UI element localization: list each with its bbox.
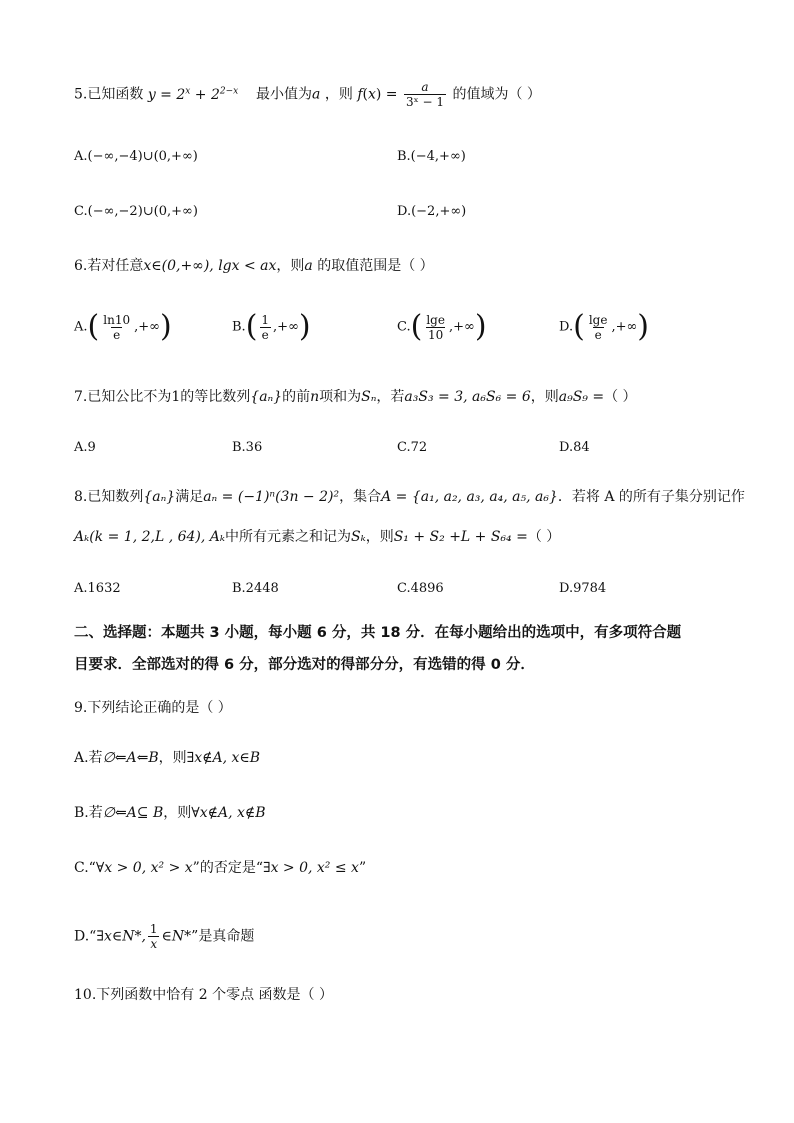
section2-line1: 二、选择题：本题共 3 小题，每小题 6 分，共 18 分．在每小题给出的选项中，有多项符合题 — [74, 625, 682, 641]
q5-mid2: ，则 — [324, 86, 353, 103]
q7-option-c[interactable]: C.72 — [397, 440, 428, 455]
q8-stem-line2: Aₖ(k = 1, 2,L , 64), Aₖ中所有元素之和记为Sₖ，则S₁ + S₂ +L + S₆₄ =（ ） — [74, 529, 561, 545]
q5-fraction — [404, 80, 446, 109]
q7-option-b[interactable]: B.36 — [232, 440, 263, 455]
q5-option-c[interactable]: C.(−∞,−2)∪(0,+∞) — [74, 204, 198, 219]
q5-suffix: 的值域为（ ） — [452, 86, 541, 103]
q8-option-a[interactable]: A.1632 — [74, 581, 121, 596]
section2-line2: 目要求．全部选对的得 6 分，部分选对的得部分分，有选错的得 0 分． — [74, 657, 535, 673]
q5-frac-num: a — [421, 80, 429, 94]
q7-option-a[interactable]: A.9 — [74, 440, 96, 455]
q9-option-c[interactable]: C.“∀x > 0, x² > x”的否定是“∃x > 0, x² ≤ x” — [74, 860, 367, 876]
q5-mid: 最小值为 — [256, 86, 313, 103]
q9-stem: 9.下列结论正确的是（ ） — [74, 700, 232, 716]
q9-option-d[interactable]: D.“∃x∈N*, $\frac{1}{x}$ ∈N*”是真命题 — [74, 922, 255, 951]
q6-option-a[interactable]: A.( $\frac{\ln 10}{e}$ ,+∞) — [74, 309, 172, 344]
q5-option-b[interactable]: B.(−4,+∞) — [397, 149, 466, 164]
q9-option-a[interactable]: A.若∅⇐A⇐B，则∃x∉A, x∈B — [74, 750, 261, 766]
q5-prefix: 5.已知函数 — [74, 86, 144, 103]
q5-option-d[interactable]: D.(−2,+∞) — [397, 204, 467, 219]
q5-frac-den: 3ˣ − 1 — [405, 95, 445, 109]
q8-option-b[interactable]: B.2448 — [232, 581, 279, 596]
q5-option-a[interactable]: A.(−∞,−4)∪(0,+∞) — [74, 149, 198, 164]
q5-stem: 5.已知函数 $y = 2^x + 2^{2-x}$ 最小值为a ，则 f(x) = $\frac{a}{\text{3ˣ − 1}}$ 的值域为（ ） — [74, 80, 541, 109]
q7-option-d[interactable]: D.84 — [559, 440, 590, 455]
q6-condition: x∈(0,+∞), lgx < ax — [143, 258, 277, 274]
q8-option-d[interactable]: D.9784 — [559, 581, 607, 596]
q7-stem: 7.已知公比不为1的等比数列{aₙ}的前n项和为Sₙ，若a₃S₃ = 3, a₆S₆ = 6，则a₉S₉ =（ ） — [74, 389, 637, 405]
q8-option-c[interactable]: C.4896 — [397, 581, 444, 596]
q6-option-b[interactable]: B.( $\frac{1}{e}$ ,+∞) — [232, 309, 311, 344]
q8-stem-line1: 8.已知数列{aₙ}满足aₙ = (−1)ⁿ(3n − 2)²，集合A = {a₁, a₂, a₃, a₄, a₅, a₆}．若将 A 的所有子集分别记作 — [74, 489, 745, 505]
q6-option-c[interactable]: C.( $\frac{\lg e}{10}$ ,+∞) — [397, 309, 487, 344]
q6-option-d[interactable]: D.( $\frac{\lg e}{e}$ ,+∞) — [559, 309, 650, 344]
q6-stem: 6.若对任意x∈(0,+∞), lgx < ax，则a 的取值范围是（ ） — [74, 258, 434, 274]
q5-function: $y = 2^x + 2^{2-x}$ — [147, 85, 239, 103]
q9-option-b[interactable]: B.若∅⇐A⊆ B，则∀x∉A, x∉B — [74, 805, 266, 821]
q10-stem: 10.下列函数中恰有 2 个零点 函数是（ ） — [74, 987, 333, 1003]
